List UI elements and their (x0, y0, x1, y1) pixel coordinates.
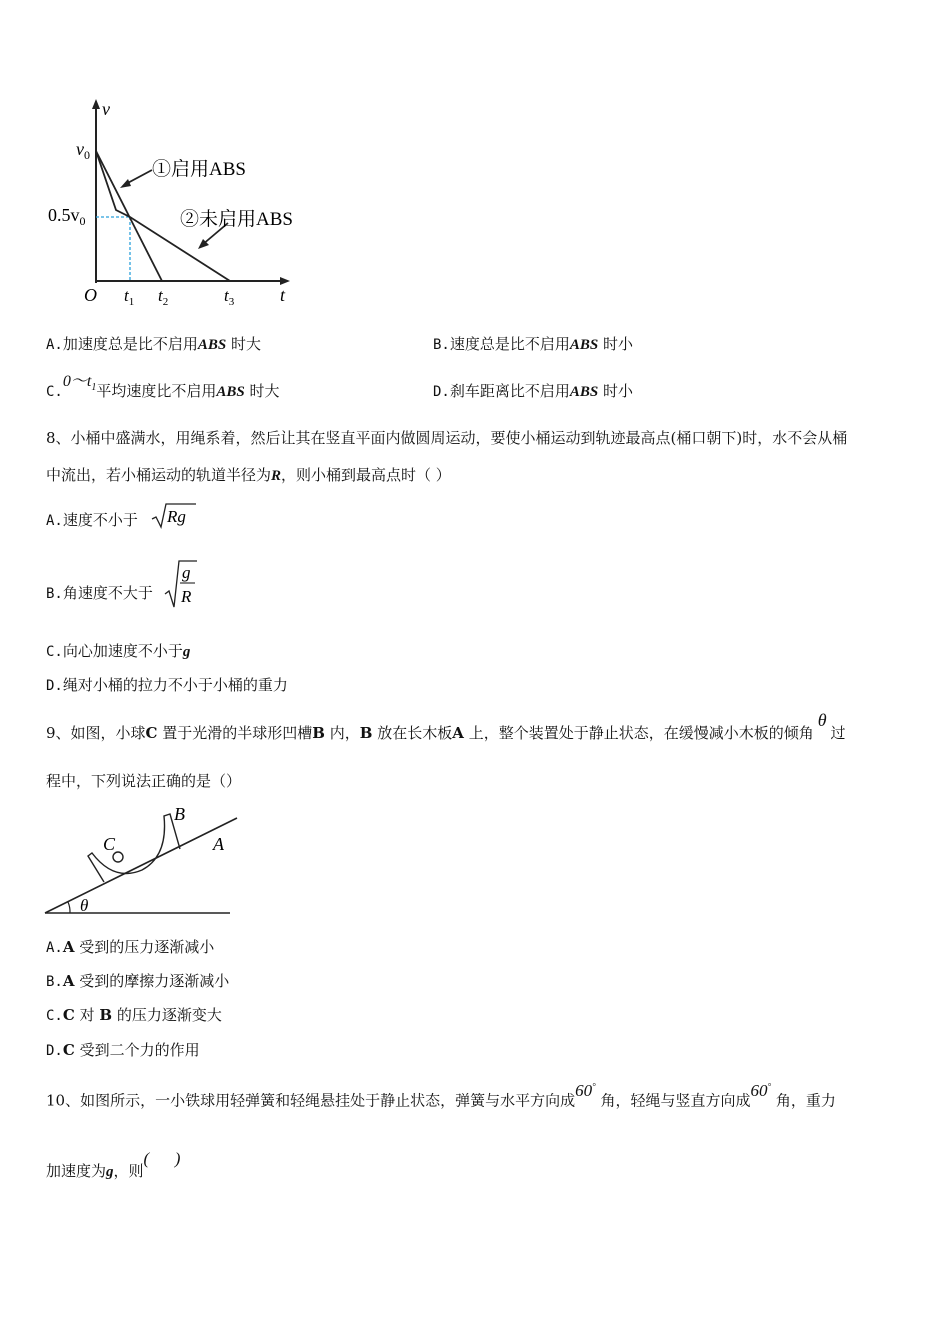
q9-stem-line1: 9、如图，小球C 置于光滑的半球形凹槽B 内，B 放在长木板A 上，整个装置处于静止状态，在缓慢减小木板的倾角θ过 (46, 710, 846, 742)
label-c: C (103, 834, 116, 854)
q8-stem-line1: 8、小桶中盛满水，用绳系着，然后让其在竖直平面内做圆周运动，要使小桶运动到轨迹最高点(桶口朝下)时，水不会从桶 (46, 429, 848, 447)
angle-60-first: 60° (575, 1080, 596, 1100)
t1-label: $t_1$ (124, 286, 135, 308)
label-theta: θ (80, 896, 89, 915)
q10-stem-line1: 10、如图所示，一小铁球用轻弹簧和轻绳悬挂处于静止状态，弹簧与水平方向成60° 角，轻绳与竖直方向成60° 角，重力 (46, 1080, 836, 1110)
q8-stem-line2: 中流出，若小桶运动的轨道半径为R，则小桶到最高点时（ ） (46, 466, 451, 484)
axis-v-label: v (102, 99, 110, 119)
t3-label: $t_3$ (224, 286, 235, 308)
q7-option-d[interactable]: D.刹车距离比不启用ABS 时小 (433, 382, 634, 400)
q8-option-b[interactable]: B.角速度不大于 (46, 584, 153, 602)
arrow-label1-head (120, 179, 131, 188)
q8-option-a[interactable]: A.速度不小于 (46, 511, 138, 529)
t2-label: $t_2$ (158, 286, 169, 308)
q8-option-c[interactable]: C.向心加速度不小于g (46, 642, 191, 660)
q7-option-c[interactable]: $C.0\sim t_1$平均速度比不启用ABS 时大 (46, 373, 280, 400)
q9-option-d[interactable]: D.C 受到二个力的作用 (46, 1041, 200, 1059)
q9-option-b[interactable]: B.A 受到的摩擦力逐渐减小 (46, 972, 230, 990)
origin-label: O (84, 285, 97, 305)
label-b: B (174, 804, 185, 824)
sqrt-rg-math (150, 500, 200, 530)
q9-stem-line2: 程中，下列说法正确的是（） (46, 772, 242, 790)
label-a: A (213, 834, 224, 854)
sqrt-radicand: Rg (167, 507, 186, 526)
t-axis-arrow (280, 277, 290, 285)
angle-60-second: 60° (750, 1080, 772, 1100)
half-v0-label: $0.5v_0$ (48, 205, 86, 228)
board-a (45, 818, 237, 913)
fraction-denominator: R (181, 587, 192, 606)
q7-option-b[interactable]: B.速度总是比不启用ABS 时小 (433, 335, 634, 353)
time-range-math: $0\sim t_1$ (62, 373, 97, 394)
q8-option-d[interactable]: D.绳对小桶的拉力不小于小桶的重力 (46, 676, 288, 694)
trough-b (88, 814, 180, 882)
q7-option-a[interactable]: A.加速度总是比不启用ABS 时大 (46, 335, 262, 353)
q10-stem-line2: 加速度为g，则( ) (46, 1149, 181, 1180)
v0-label: $v_0$ (76, 139, 90, 162)
curve2-label: ②未启用ABS (180, 209, 293, 230)
q9-option-c[interactable]: C.C 对 B 的压力逐渐变大 (46, 1006, 222, 1024)
incline-figure (40, 798, 245, 920)
q9-option-a[interactable]: A.A 受到的压力逐渐减小 (46, 938, 215, 956)
axis-t-label: t (280, 285, 286, 305)
vt-graph-figure (40, 95, 320, 310)
fraction-numerator: g (182, 563, 191, 582)
curve1-label: ①启用ABS (152, 159, 246, 180)
sqrt-g-over-r-math (163, 558, 203, 610)
v-axis-arrow (92, 99, 100, 109)
angle-arc (68, 902, 70, 913)
answer-parentheses: ( ) (143, 1149, 181, 1168)
